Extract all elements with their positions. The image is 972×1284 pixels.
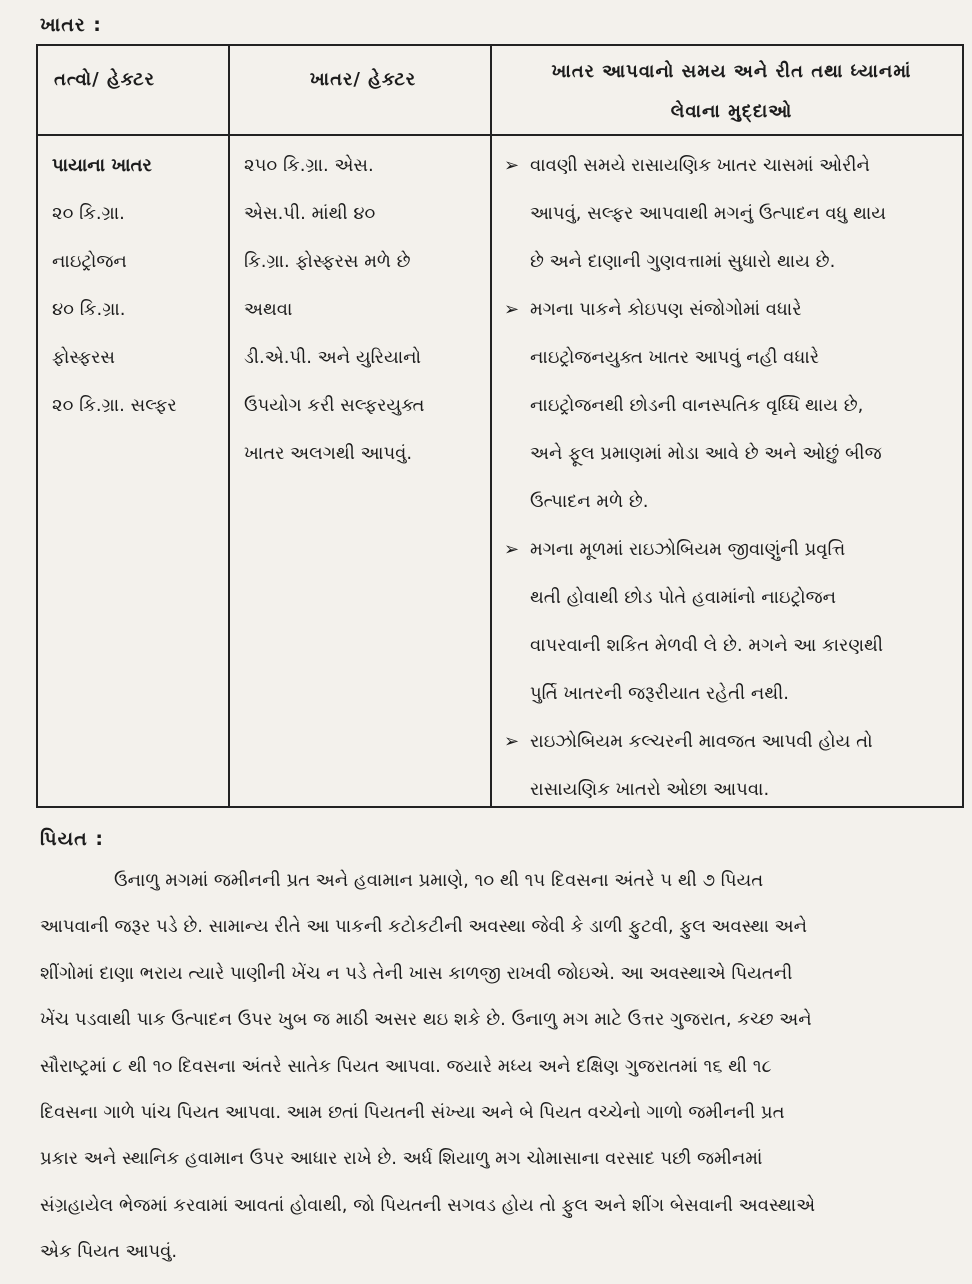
header-method-line: ખાતર આપવાનો સમય અને રીત તથા ધ્યાનમાં bbox=[551, 61, 912, 82]
elements-column bbox=[52, 142, 232, 430]
bullet-arrow-icon: ➢ bbox=[504, 539, 520, 560]
cell-text: પાયાના ખાતર bbox=[52, 155, 152, 176]
column-divider bbox=[490, 46, 492, 806]
cell-text: નાઇટ્રોજન bbox=[52, 251, 127, 272]
paragraph-line: સૌરાષ્ટ્રમાં ૮ થી ૧૦ દિવસના અંતરે સાતેક પિયત આપવા. જયારે મધ્ય અને દક્ષિણ ગુજરાતમાં ૧૬ થી ૧૮ bbox=[40, 1055, 772, 1077]
irrigation-heading: પિયત : bbox=[40, 828, 104, 850]
fertilizer-column bbox=[244, 142, 484, 478]
bullet-text: વાપરવાની શકિત મેળવી લે છે. મગને આ કારણથી bbox=[530, 635, 884, 656]
bullet-text: ઉત્પાદન મળે છે. bbox=[530, 491, 649, 512]
bullet-arrow-icon: ➢ bbox=[504, 299, 520, 320]
bullet-text: રાસાયણિક ખાતરો ઓછા આપવા. bbox=[530, 779, 770, 800]
cell-text: એસ.પી. માંથી ૪૦ bbox=[244, 203, 376, 224]
bullet-text: આપવું, સલ્ફર આપવાથી મગનું ઉત્પાદન વધુ થાય bbox=[530, 203, 887, 224]
bullet-text: મગના મૂળમાં રાઇઝોબિયમ જીવાણુંની પ્રવૃત્તિ bbox=[530, 539, 846, 560]
paragraph-line: શીંગોમાં દાણા ભરાય ત્યારે પાણીની ખેંચ ન પડે તેની ખાસ કાળજી રાખવી જોઇએ. આ અવસ્થાએ પિયતની bbox=[40, 962, 793, 984]
cell-text: ૨૦ કિ.ગ્રા. bbox=[52, 203, 125, 224]
bullet-text: મગના પાકને કોઇપણ સંજોગોમાં વધારે bbox=[530, 299, 802, 320]
paragraph-line: ઉનાળુ મગમાં જમીનની પ્રત અને હવામાન પ્રમાણે, ૧૦ થી ૧૫ દિવસના અંતરે ૫ થી ૭ પિયત bbox=[114, 870, 764, 891]
fertilizer-table bbox=[36, 44, 964, 808]
paragraph-line: દિવસના ગાળે પાંચ પિયત આપવા. આમ છતાં પિયતની સંખ્યા અને બે પિયત વચ્ચેનો ગાળો જમીનની પ્રત bbox=[40, 1101, 785, 1123]
fertilizer-heading: ખાતર : bbox=[40, 14, 102, 36]
bullet-text: પુર્તિ ખાતરની જરૂરીયાત રહેતી નથી. bbox=[530, 683, 789, 704]
method-column bbox=[500, 142, 962, 814]
cell-text: ઉપયોગ કરી સલ્ફરયુક્ત bbox=[244, 395, 425, 416]
cell-text: ખાતર અલગથી આપવું. bbox=[244, 443, 413, 464]
bullet-arrow-icon: ➢ bbox=[504, 155, 520, 176]
bullet-text: વાવણી સમયે રાસાયણિક ખાતર ચાસમાં ઓરીને bbox=[530, 155, 870, 176]
header-elements: તત્વો/ હેક્ટર bbox=[54, 69, 155, 90]
bullet-text: રાઇઝોબિયમ કલ્ચરની માવજત આપવી હોય તો bbox=[530, 731, 873, 752]
paragraph-line: સંગ્રહાયેલ ભેજમાં કરવામાં આવતાં હોવાથી, જો પિયતની સગવડ હોય તો ફુલ અને શીંગ બેસવાની અવસ્થાએ bbox=[40, 1194, 816, 1216]
cell-text: ૪૦ કિ.ગ્રા. bbox=[52, 299, 126, 320]
bullet-text: નાઇટ્રોજનયુક્ત ખાતર આપવું નહી વધારે bbox=[530, 347, 820, 368]
paragraph-line: એક પિયત આપવું. bbox=[40, 1241, 178, 1263]
cell-text: અથવા bbox=[244, 299, 293, 320]
bullet-text: થતી હોવાથી છોડ પોતે હવામાંનો નાઇટ્રોજન bbox=[530, 587, 837, 608]
irrigation-paragraph bbox=[40, 858, 960, 1276]
paragraph-line: ખેંચ પડવાથી પાક ઉત્પાદન ઉપર ખુબ જ માઠી અસર થઇ શકે છે. ઉનાળુ મગ માટે ઉત્તર ગુજરાત, કચ્છ અને bbox=[40, 1009, 812, 1031]
bullet-text: નાઇટ્રોજનથી છોડની વાનસ્પતિક વૃધ્ધિ થાય છે, bbox=[530, 395, 864, 416]
cell-text: ૨૦ કિ.ગ્રા. સલ્ફર bbox=[52, 395, 177, 416]
header-method-line: લેવાના મુદ્દાઓ bbox=[670, 101, 793, 122]
cell-text: ડી.એ.પી. અને યુરિયાનો bbox=[244, 347, 422, 368]
header-method bbox=[504, 52, 959, 132]
header-fertilizer: ખાતર/ હેક્ટર bbox=[309, 69, 417, 90]
bullet-text: છે અને દાણાની ગુણવત્તામાં સુધારો થાય છે. bbox=[530, 251, 836, 272]
cell-text: ફોસ્ફરસ bbox=[52, 347, 115, 368]
paragraph-line: પ્રકાર અને સ્થાનિક હવામાન ઉપર આધાર રાખે છે. અર્ધ શિયાળુ મગ ચોમાસાના વરસાદ પછી જમીનમાં bbox=[40, 1148, 763, 1170]
header-divider bbox=[38, 134, 962, 136]
cell-text: કિ.ગ્રા. ફોસ્ફરસ મળે છે bbox=[244, 251, 411, 272]
cell-text: ૨૫૦ કિ.ગ્રા. એસ. bbox=[244, 155, 374, 176]
bullet-text: અને ફૂલ પ્રમાણમાં મોડા આવે છે અને ઓછું બીજ bbox=[530, 443, 882, 464]
paragraph-line: આપવાની જરૂર પડે છે. સામાન્ય રીતે આ પાકની કટોકટીની અવસ્થા જેવી કે ડાળી ફુટવી, ફુલ અવસ્થા અને bbox=[40, 916, 808, 938]
bullet-arrow-icon: ➢ bbox=[504, 731, 520, 752]
